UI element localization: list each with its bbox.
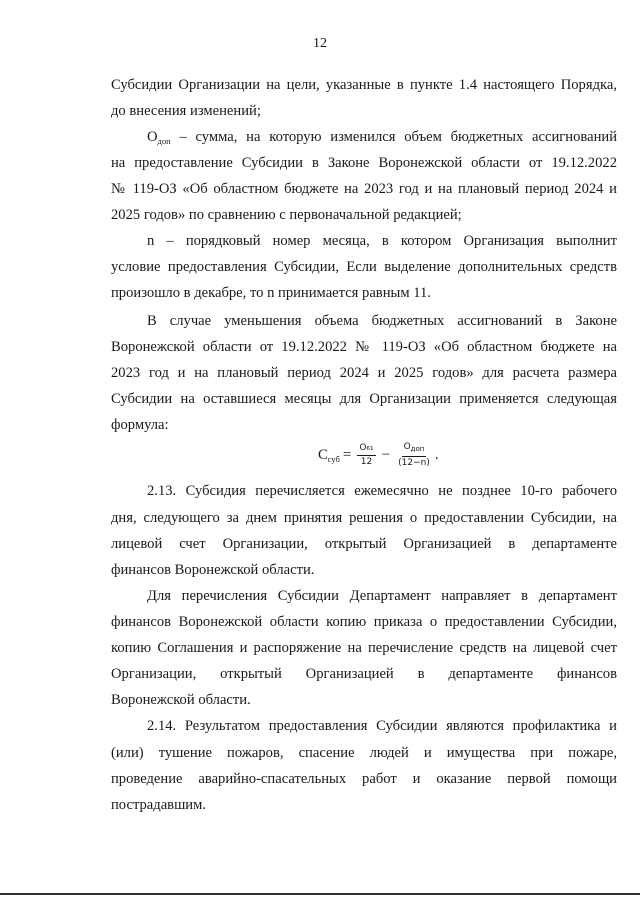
formula-fraction-2: $\frac{О_{доп}}{(12-n)}$	[398, 442, 430, 468]
text-line: копию Соглашения и распоряжение на перечисление средств на лицевой счет	[111, 640, 617, 656]
formula-fraction-1: $\frac{\text{О₆₁}}{12}$	[359, 443, 374, 467]
text-line: до внесения изменений;	[111, 103, 261, 119]
text-line: пострадавшим.	[111, 797, 207, 813]
text-line: финансов Воронежской области копию приказа о предоставлении Субсидии,	[111, 614, 617, 630]
text-line: проведение аварийно-спасательных работ и оказание первой помощи	[111, 771, 617, 787]
text-line: 2.13. Субсидия перечисляется ежемесячно не позднее 10-го рабочего	[147, 483, 617, 499]
text-line: 2023 год и на плановый период 2024 и 2025 годов» для расчета размера	[111, 365, 617, 381]
formula-equals: =	[342, 447, 352, 463]
formula-lhs: $С_{суб}$	[318, 447, 340, 464]
text-line: Организации, открытый Организацией в департаменте финансов	[111, 666, 617, 682]
text-line	[147, 128, 617, 150]
text-line: финансов Воронежской области.	[111, 562, 315, 578]
text-line: формула:	[111, 417, 169, 433]
text-line: № 119-ОЗ «Об областном бюджете на 2023 год и на плановый период 2024 и	[111, 181, 617, 197]
variable-subscript: доп	[157, 136, 171, 146]
formula-minus: −	[381, 447, 391, 463]
text-line: Субсидии Организации на цели, указанные в пункте 1.4 настоящего Порядка,	[111, 77, 617, 93]
text-line: n – порядковый номер месяца, в котором Организация выполнит	[147, 233, 617, 249]
text-line: (или) тушение пожаров, спасение людей и имущества при пожаре,	[111, 745, 617, 761]
bottom-edge-rule	[0, 893, 640, 895]
text-line: на предоставление Субсидии в Законе Воронежской области от 19.12.2022	[111, 155, 617, 171]
text-line: Для перечисления Субсидии Департамент направляет в департамент	[147, 588, 617, 604]
text-fragment: – сумма, на которую изменился объем бюджетных ассигнований	[170, 129, 617, 145]
text-line: Воронежской области.	[111, 692, 251, 708]
text-line: Субсидии на оставшиеся месяцы для Организации применяется следующая	[111, 391, 617, 407]
text-line: лицевой счет Организации, открытый Организацией в департаменте	[111, 536, 617, 552]
variable-symbol: О	[147, 129, 158, 145]
formula-period: .	[434, 447, 439, 463]
page-number: 12	[313, 36, 327, 51]
text-line: В случае уменьшения объема бюджетных ассигнований в Законе	[147, 313, 617, 329]
text-line: условие предоставления Субсидии, Если выделение дополнительных средств	[111, 259, 617, 275]
text-line: дня, следующего за днем принятия решения о предоставлении Субсидии, на	[111, 510, 617, 526]
text-line: 2.14. Результатом предоставления Субсидии являются профилактика и	[147, 718, 617, 734]
text-line: 2025 годов» по сравнению с первоначальной редакцией;	[111, 207, 462, 223]
text-line: произошло в декабре, то n принимается равным 11.	[111, 285, 431, 301]
text-line: Воронежской области от 19.12.2022 № 119-ОЗ «Об областном бюджете на	[111, 339, 617, 355]
formula	[318, 442, 439, 469]
